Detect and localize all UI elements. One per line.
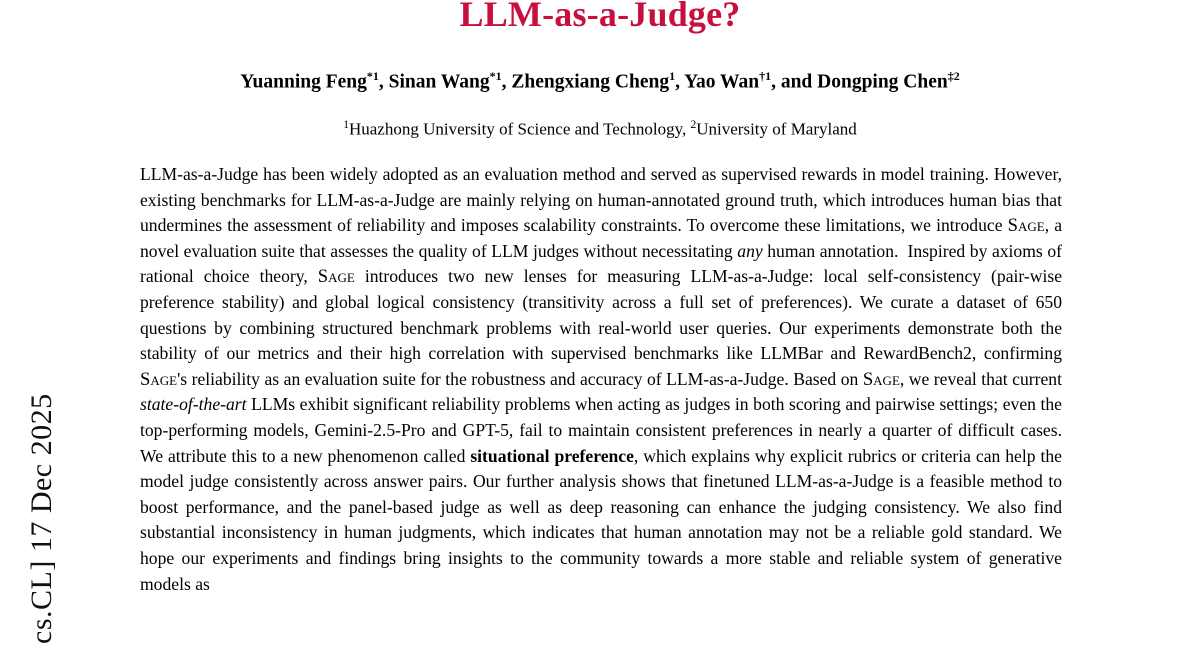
arxiv-stamp-text: cs.CL] 17 Dec 2025 — [25, 393, 58, 644]
affiliation-list: $^1$Huazhong University of Science and Technology, $^2$University of Maryland — [343, 119, 857, 139]
arxiv-identifier-stamp — [0, 0, 90, 648]
abstract-text: LLM-as-a-Judge has been widely adopted as an evaluation method and served as supervised rewards in model training. However, existing benchmarks for LLM-as-a-Judge are mainly relying on human-annotated ground truth, which introduces human bias that undermines the assessment of reliability and imposes scalability constraints. To overcome these limitations, we introduce Sage, a novel evaluation suite that assesses the quality of LLM judges without necessitating any human annotation. Inspired by axioms of rational choice theory, Sage introduces two new lenses for measuring LLM-as-a-Judge: local self-consistency (pair-wise preference stability) and global logical consistency (transitivity across a full set of preferences). We curate a dataset of 650 questions by combining structured benchmark problems with real-world user queries. Our experiments demonstrate both the stability of our metrics and their high correlation with supervised benchmarks like LLMBar and RewardBench2, confirming Sage's reliability as an evaluation suite for the robustness and accuracy of LLM-as-a-Judge. Based on Sage, we reveal that current state-of-the-art LLMs exhibit significant reliability problems when acting as judges in both scoring and pairwise settings; even the top-performing models, Gemini-2.5-Pro and GPT-5, fail to maintain consistent preferences in nearly a quarter of difficult cases. We attribute this to a new phenomenon called situational preference, which explains why explicit rubrics or criteria can help the model judge consistently across answer pairs. Our further analysis shows that finetuned LLM-as-a-Judge is a feasible method to boost performance, and the panel-based judge as well as deep reasoning can enhance the judging consistency. We also find substantial inconsistency in human judgments, which indicates that human annotation may not be a reliable gold standard. We hope our experiments and findings bring insights to the community towards a more stable and reliable system of generative models as — [140, 164, 1063, 594]
paper-title: LLM-as-a-Judge? — [459, 0, 741, 34]
author-list: Yuanning Feng$^{*1}$, Sinan Wang$^{*1}$, Zhengxiang Cheng$^1$, Yao Wan$^{\dagger 1}$, and Dongping Chen$^{\ddagger 2}$ — [240, 69, 960, 93]
